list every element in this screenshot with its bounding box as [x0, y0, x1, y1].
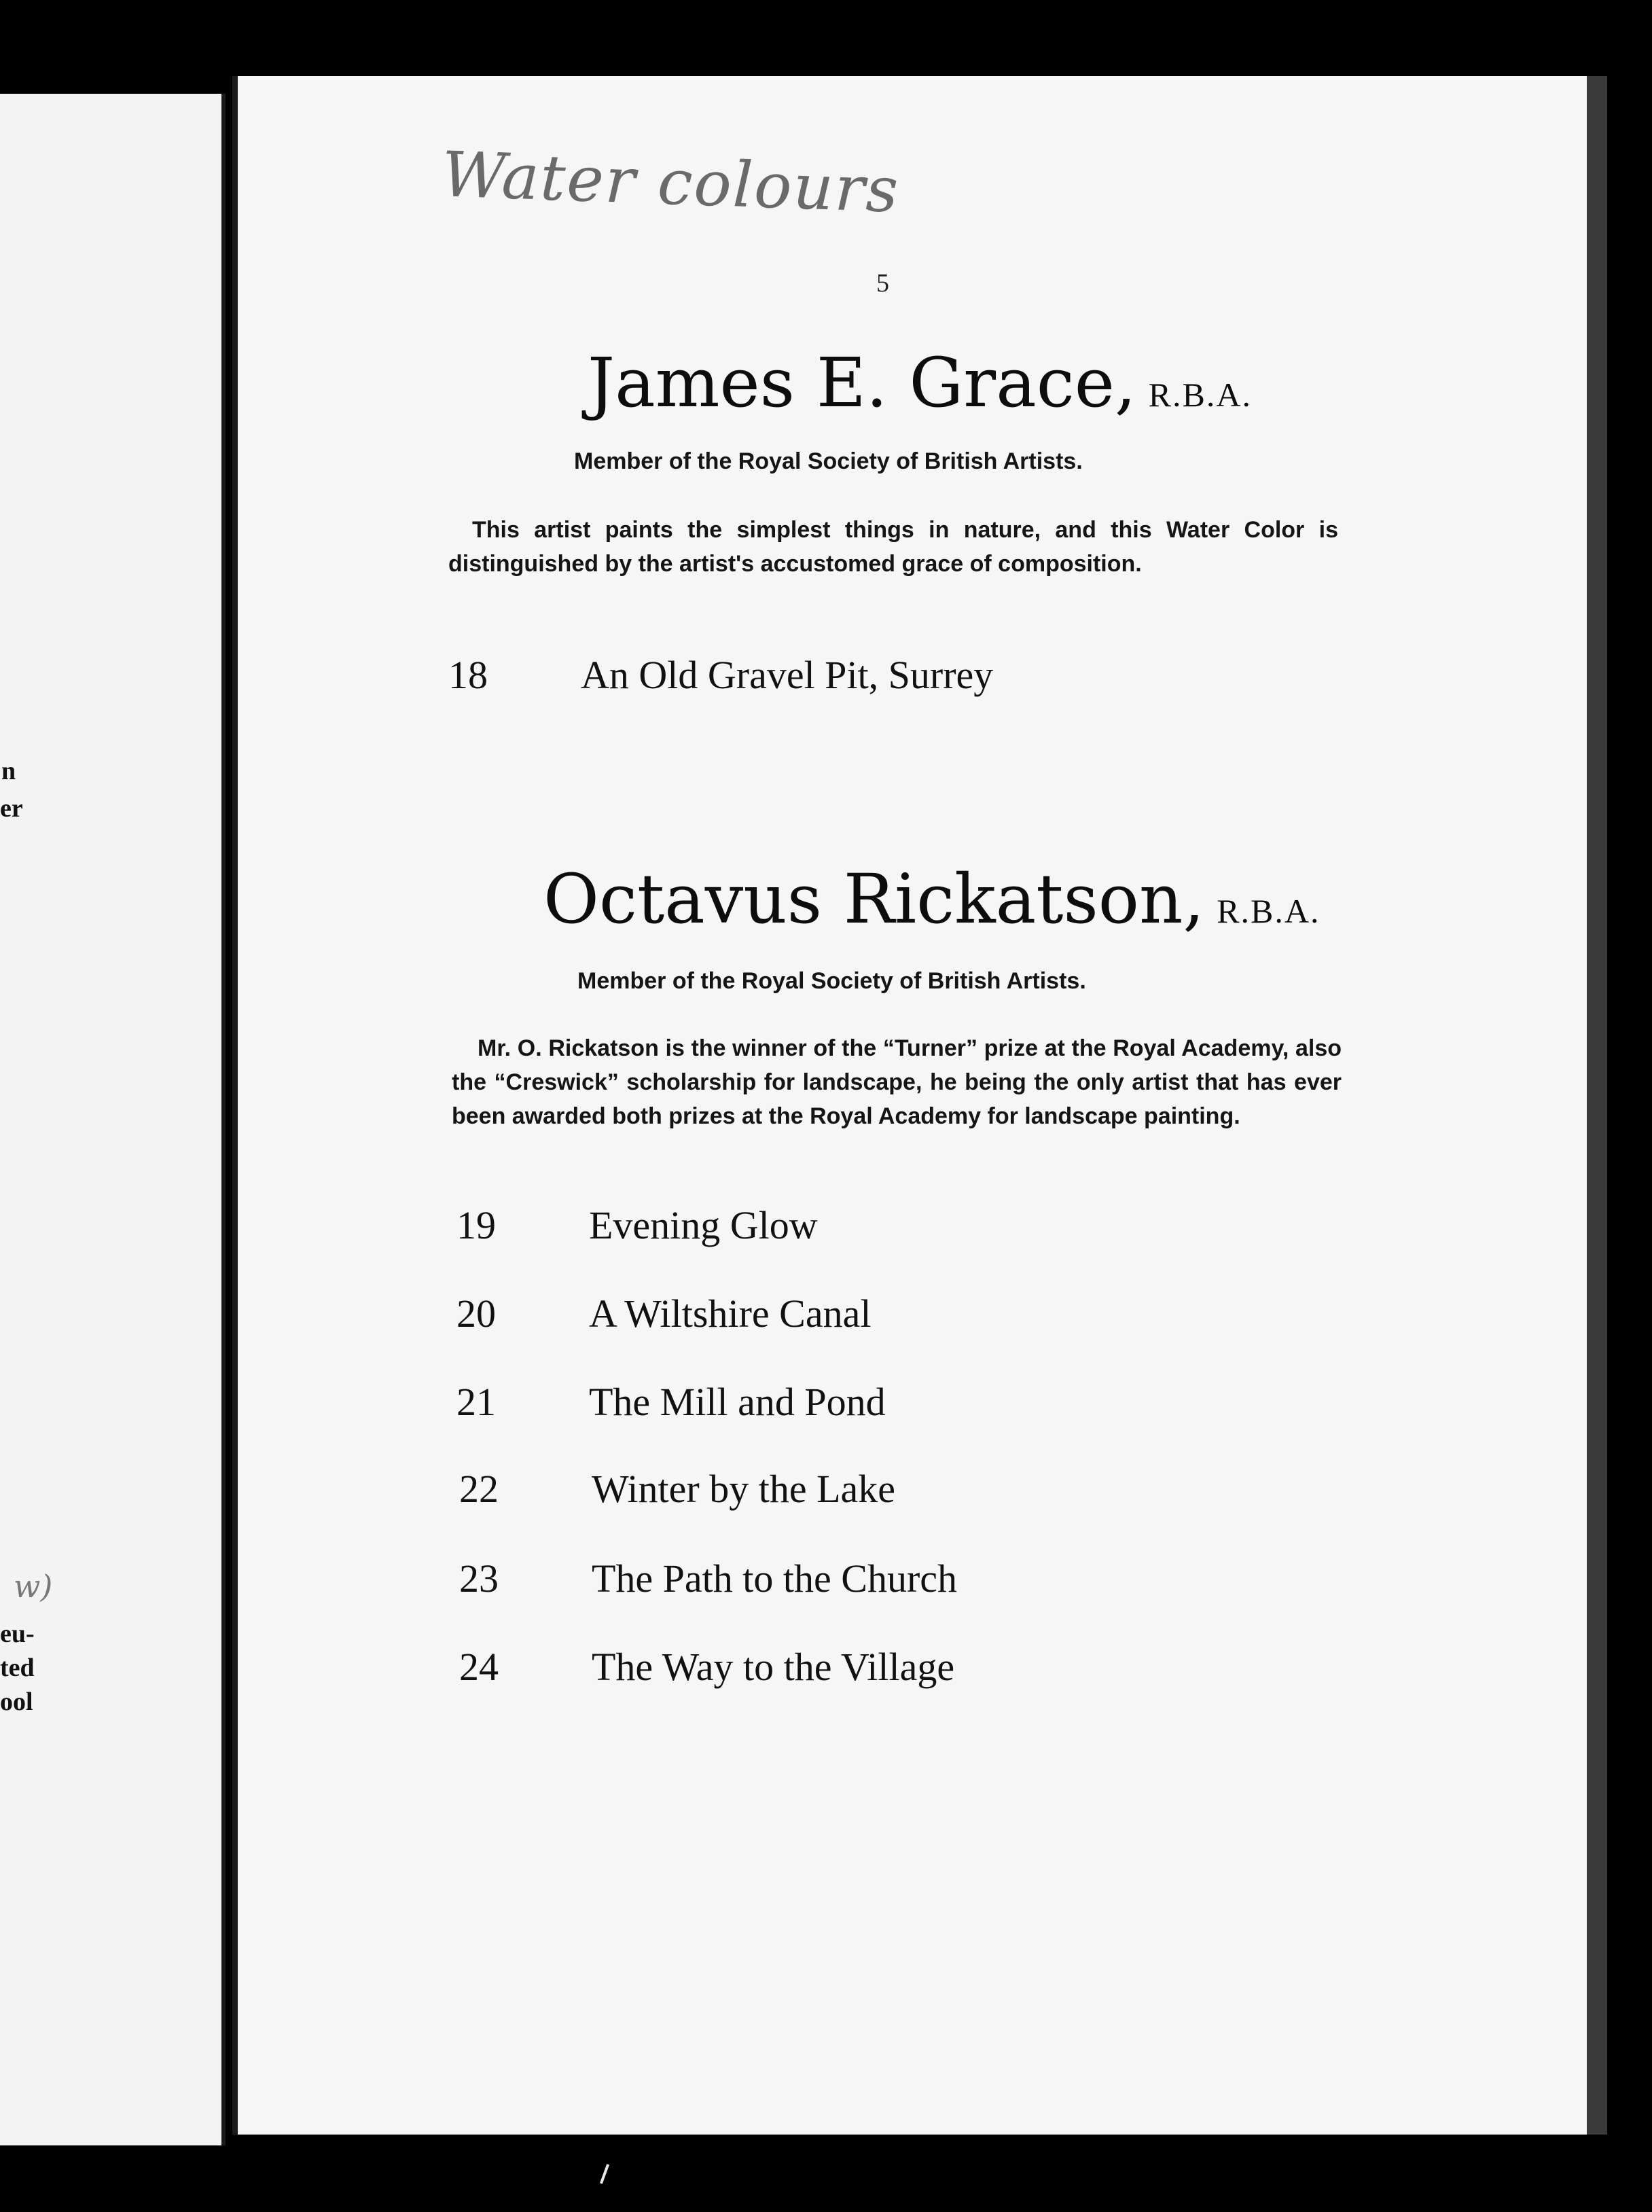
artist-suffix: R.B.A.	[1148, 376, 1252, 414]
left-page-fragment: n	[1, 757, 16, 785]
artist-name-text: James E. Grace,	[588, 343, 1136, 423]
entry-number: 21	[456, 1380, 496, 1424]
page-edge-shadow	[1587, 76, 1607, 2135]
artist-membership: Member of the Royal Society of British Artists.	[574, 448, 1083, 474]
left-page-fragment: eu-	[0, 1620, 35, 1648]
handwritten-annotation: Water colours	[440, 138, 901, 227]
entry-title: The Way to the Village	[592, 1645, 955, 1689]
left-page-edge	[0, 94, 226, 2145]
artist-suffix: R.B.A.	[1217, 892, 1321, 930]
entry-title: Evening Glow	[589, 1203, 818, 1247]
entry-title: A Wiltshire Canal	[589, 1291, 872, 1336]
entry-title: The Mill and Pond	[589, 1380, 886, 1424]
artist-name-text: Octavus Rickatson,	[543, 859, 1205, 939]
left-page-fragment: ool	[0, 1688, 33, 1716]
entry-title: An Old Gravel Pit, Surrey	[581, 653, 994, 697]
artist-membership: Member of the Royal Society of British Artists.	[577, 968, 1086, 994]
entry-number: 24	[459, 1645, 499, 1689]
entry-number: 18	[448, 653, 488, 697]
artist-description: Mr. O. Rickatson is the winner of the “Turner” prize at the Royal Academy, also the “Creswick” scholarship for landscape, he being the only artist that has ever been awarded both prizes at the Royal Academy for landscape painting.	[452, 1035, 1342, 1129]
left-page-fragment: ted	[0, 1654, 35, 1682]
artist-description: This artist paints the simplest things in nature, and this Water Color is distinguished by the artist's accustomed grace of composition.	[448, 517, 1338, 577]
entry-number: 19	[456, 1203, 496, 1247]
entry-number: 22	[459, 1467, 499, 1511]
entry-number: 20	[456, 1291, 496, 1336]
artist-name-grace	[588, 343, 1252, 423]
left-page-handwriting: w)	[14, 1568, 53, 1605]
scan-mark	[600, 2164, 609, 2184]
entry-title: The Path to the Church	[592, 1556, 958, 1601]
left-page-fragment: er	[0, 794, 23, 823]
entry-number: 23	[459, 1556, 499, 1601]
page-number: 5	[876, 269, 889, 298]
entry-title: Winter by the Lake	[592, 1467, 895, 1511]
artist-name-rickatson	[543, 859, 1321, 939]
